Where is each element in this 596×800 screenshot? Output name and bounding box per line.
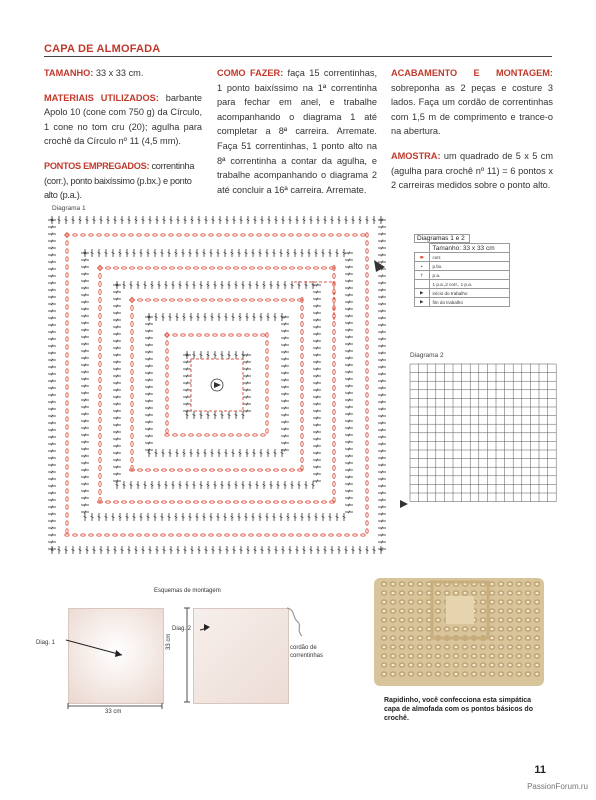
materials-paragraph: [44, 91, 202, 149]
start-arrow-icon: ▶: [415, 289, 430, 298]
legend-text: 1 p.a.,2 corr., 1 p.a.: [429, 280, 510, 289]
assembly-title: Esquemas de montagem: [154, 588, 221, 594]
stitches-label: PONTOS EMPREGADOS:: [44, 160, 150, 171]
materials-label: MATERIAIS UTILIZADOS:: [44, 92, 159, 103]
height-dimension: 33 cm: [166, 633, 172, 650]
title-rule: [44, 56, 552, 57]
legend: [414, 234, 510, 307]
diagram2-label: Diagrama 2: [410, 352, 444, 359]
chain-symbol: ⬬: [415, 253, 430, 262]
finish-value: sobreponha as 2 peças e costure 3 lados. Faça um cordão de correntinhas com 1,5 m de comprimento e trance-o na abertura.: [391, 82, 553, 137]
legend-table: [414, 243, 510, 307]
width-dimension: 33 cm: [105, 709, 122, 715]
end-arrow-icon: ▶: [415, 298, 430, 307]
article-title: CAPA DE ALMOFADA: [44, 43, 161, 55]
corner-symbol: [415, 280, 430, 289]
legend-row: [415, 280, 510, 289]
column-howto: [217, 66, 377, 207]
sample-value: um quadrado de 5 x 5 cm (agulha para crochê nº 11) = 6 pontos x 2 carreiras medidos sobre o ponto alto.: [391, 150, 553, 191]
photo-caption: Rapidinho, você confecciona esta simpática capa de almofada com os pontos básicos do crochê.: [384, 697, 533, 722]
finish-paragraph: [391, 66, 553, 139]
size-paragraph: [44, 66, 202, 81]
legend-text: corr.: [429, 253, 510, 262]
sample-label: AMOSTRA:: [391, 150, 441, 161]
watermark: PassionForum.ru: [527, 782, 588, 791]
size-value: 33 x 33 cm.: [93, 68, 144, 78]
legend-title: Diagramas 1 e 2: [414, 234, 470, 243]
stitches-value: correntinha (corr.), ponto baixíssimo (p.bx.) e ponto alto (p.a.).: [44, 160, 195, 201]
page-number: 11: [534, 764, 546, 776]
legend-size: Tamanho: 33 x 33 cm: [429, 244, 510, 253]
cord-label: cordão de correntinhas: [290, 645, 324, 659]
legend-row: [415, 262, 510, 271]
diagram1-chart: [44, 212, 390, 558]
howto-paragraph: [217, 66, 377, 197]
legend-row: [415, 271, 510, 280]
stitches-paragraph: [44, 159, 202, 203]
legend-row: [415, 289, 510, 298]
size-label: TAMANHO:: [44, 68, 94, 78]
double-crochet-symbol: †: [415, 271, 430, 280]
howto-value: faça 15 correntinhas, 1 ponto baixíssimo na 1ª correntinha para fechar em anel, e trabalhe acompanhando o diagrama 1 até completar a 8ª carreira. Arremate. Faça 51 correntinhas, 1 ponto alto na 8ª correntinha a contar da agulha, e trabalhe acompanhando o diagrama 2 até concluir a 16ª carreira. Arremate.: [217, 68, 377, 195]
diag2-label: Diag. 2: [172, 626, 192, 632]
slip-stitch-symbol: •: [415, 262, 430, 271]
legend-text: p.a.: [429, 271, 510, 280]
legend-text: início do trabalho: [429, 289, 510, 298]
assembly-annotations: [40, 600, 340, 720]
legend-text: p.bx.: [429, 262, 510, 271]
column-materials: [44, 66, 202, 213]
diagram2-grid: [398, 360, 558, 510]
diagram1-label: Diagrama 1: [52, 205, 86, 212]
legend-row: [415, 253, 510, 262]
column-finish: [391, 66, 553, 203]
finish-label: ACABAMENTO E MONTAGEM:: [391, 68, 553, 78]
crochet-photo: [374, 578, 556, 690]
legend-row: [415, 298, 510, 307]
diag1-label: Diag. 1: [36, 640, 56, 646]
legend-text: fim do trabalho: [429, 298, 510, 307]
howto-label: COMO FAZER:: [217, 68, 284, 78]
materials-value: barbante Apolo 10 (cone com 750 g) da Círculo, 1 cone no tom cru (20); agulha para crochê da Círculo nº 11 (4,5 mm).: [44, 92, 202, 147]
sample-paragraph: [391, 149, 553, 193]
